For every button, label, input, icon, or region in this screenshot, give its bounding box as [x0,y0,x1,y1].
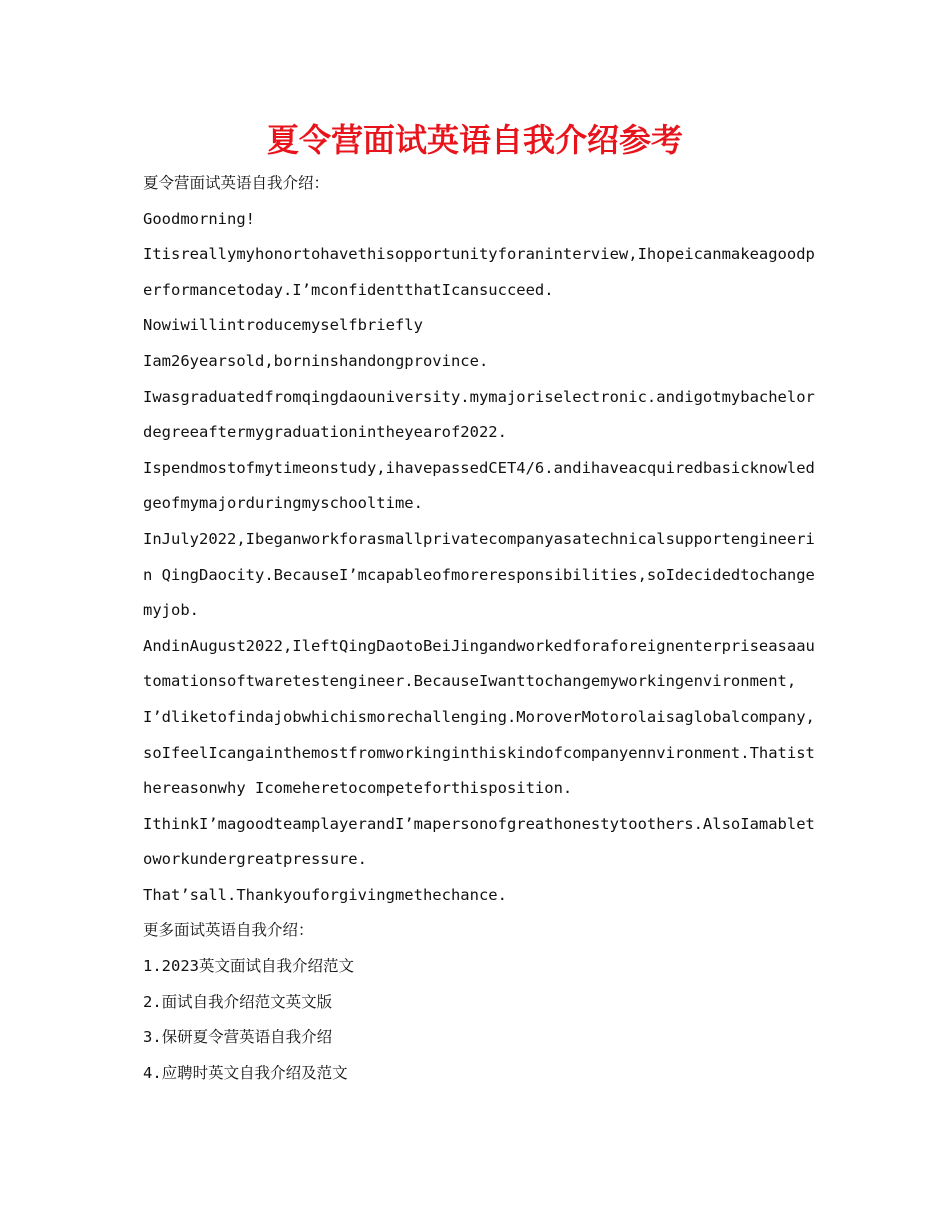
paragraph-closing: That’sall.Thankyouforgivingmethechance. [143,885,507,904]
more-item-3[interactable]: 3.保研夏令营英语自我介绍 [143,1028,333,1047]
greeting-line: Goodmorning! [143,209,255,228]
paragraph-second-job: AndinAugust2022,IleftQingDaotoBeiJingandworkedforaforeignenterpriseasaautomationsoftwaretestengineer.BecauseIwanttochangemyworkingenvironment,I’dliketofindajobwhichismorechallenging.MoroverMotorolaisaglobalcompany,soIfeelIcangainthemostfromworkinginthiskindofcompanyennvironment.Thatisthereasonwhy Icomeheretocompeteforthisposition. [143,636,815,798]
paragraph-teamwork: IthinkI’magoodteamplayerandI’mapersonofgreathonestytoothers.AlsoIamabletoworkundergreatpressure. [143,814,815,869]
paragraph-study: Ispendmostofmytimeonstudy,ihavepassedCET4/6.andihaveacquiredbasicknowledgeofmymajorduringmyschooltime. [143,458,815,513]
paragraph-honor: Itisreallymyhonortohavethisopportunityforaninterview,Ihopeicanmakeagoodperformancetoday.I’mconfidentthatIcansucceed. [143,245,815,299]
document-title: 夏令营面试英语自我介绍参考 [266,121,683,159]
more-heading: 更多面试英语自我介绍： [143,921,314,940]
intro-heading: 夏令营面试英语自我介绍： [143,174,330,192]
more-item-2[interactable]: 2.面试自我介绍范文英文版 [143,992,333,1011]
more-item-4[interactable]: 4.应聘时英文自我介绍及范文 [143,1063,348,1082]
more-item-1[interactable]: 1.2023英文面试自我介绍范文 [143,957,354,976]
paragraph-education: Iwasgraduatedfromqingdaouniversity.mymajoriselectronic.andigotmybachelordegreeaftermygraduationintheyearof2022. [143,387,815,442]
paragraph-first-job: InJuly2022,Ibeganworkforasmallprivatecompanyasatechnicalsupportengineerin QingDaocity.BecauseI’mcapableofmoreresponsibilities,soIdecidedtochangemyjob. [143,529,815,620]
paragraph-introduce: Nowiwillintroducemyselfbriefly [143,316,423,335]
document-body [143,166,815,1091]
paragraph-age: Iam26yearsold,borninshandongprovince. [143,351,489,370]
